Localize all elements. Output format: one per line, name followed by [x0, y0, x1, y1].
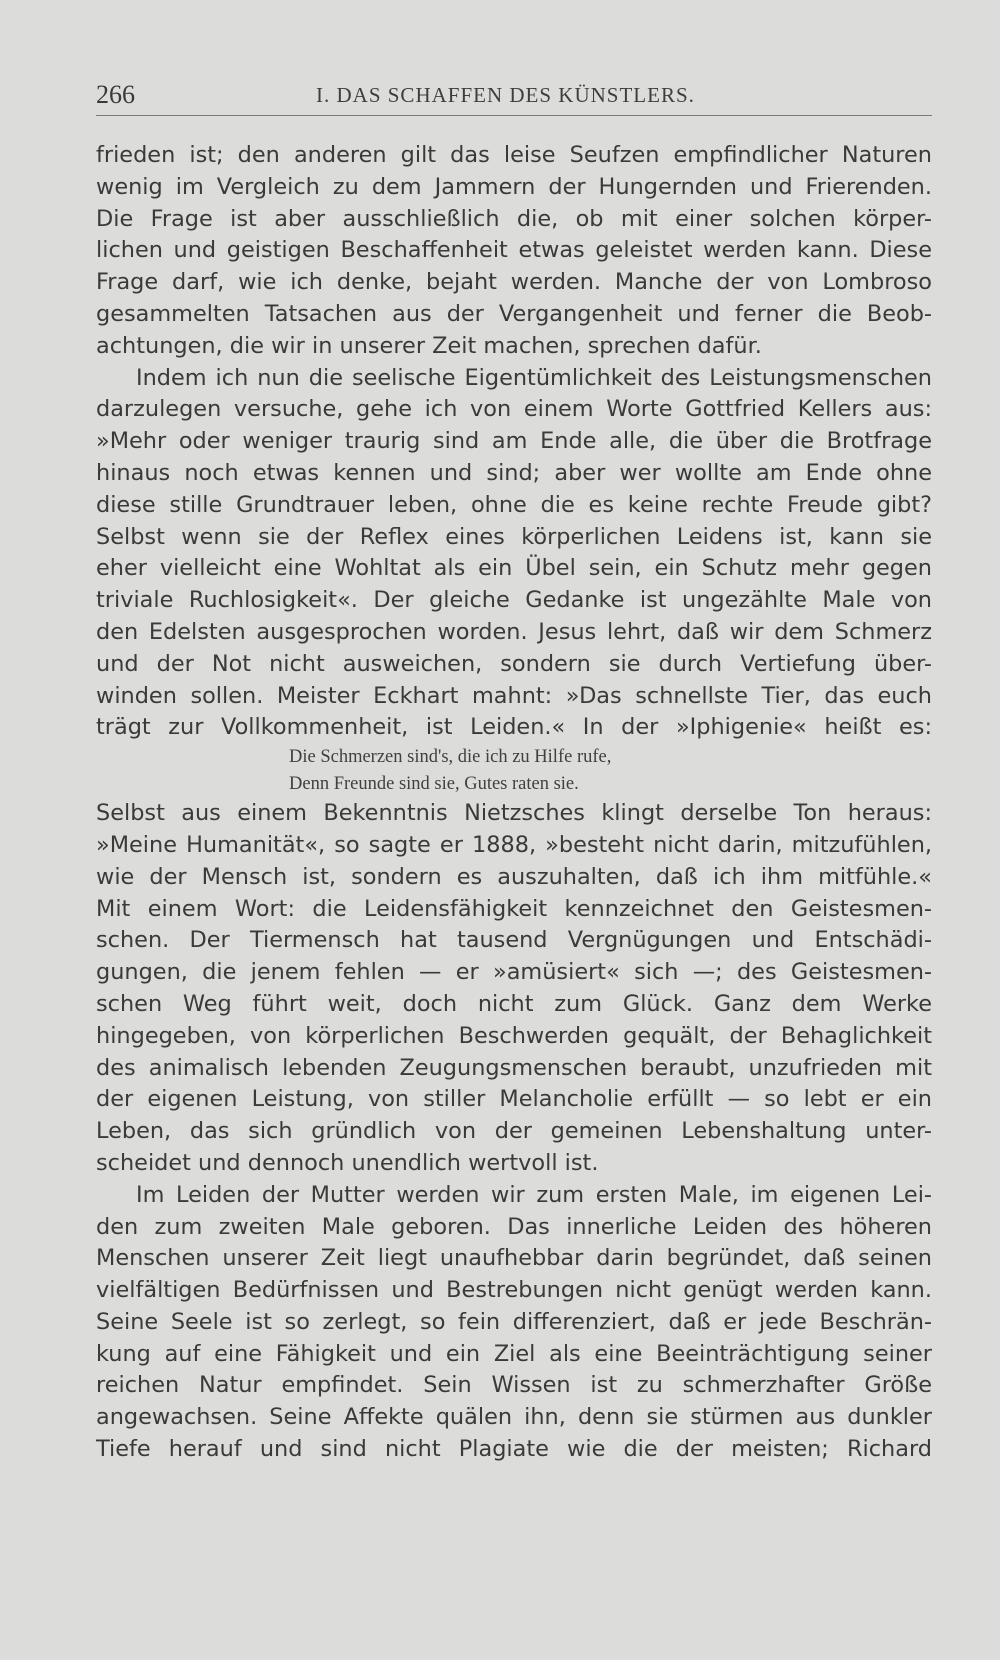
text-line: scheidet und dennoch unendlich wertvoll ist. [96, 1149, 599, 1176]
header-rule [96, 115, 932, 116]
text-line: Indem ich nun die seelische Eigentümlichkeit des Leistungsmenschen [136, 364, 932, 391]
text-line: lichen und geistigen Beschaffenheit etwas geleistet werden kann. Diese [96, 237, 932, 264]
text-line: des animalisch lebenden Zeugungsmenschen beraubt, unzufrieden mit [96, 1054, 932, 1081]
verse-line: Denn Freunde sind sie, Gutes raten sie. [289, 774, 579, 795]
body-text [96, 140, 932, 1466]
text-line: eher vielleicht eine Wohltat als ein Übel sein, ein Schutz mehr gegen [96, 555, 932, 582]
text-line: achtungen, die wir in unserer Zeit machen, sprechen dafür. [96, 332, 762, 359]
text-line: den Edelsten ausgesprochen worden. Jesus lehrt, daß wir dem Schmerz [96, 618, 932, 645]
text-line: schen Weg führt weit, doch nicht zum Glück. Ganz dem Werke [96, 990, 932, 1017]
text-line: der eigenen Leistung, von stiller Melancholie erfüllt — so lebt er ein [96, 1086, 932, 1113]
text-line: Frage darf, wie ich denke, bejaht werden. Manche der von Lombroso [96, 269, 932, 296]
text-line: gesammelten Tatsachen aus der Vergangenheit und ferner die Beob- [96, 300, 932, 327]
text-line: den zum zweiten Male geboren. Das innerliche Leiden des höheren [96, 1213, 932, 1240]
text-line: diese stille Grundtrauer leben, ohne die es keine rechte Freude gibt? [96, 491, 932, 518]
text-line: wenig im Vergleich zu dem Jammern der Hungernden und Frierenden. [96, 173, 932, 200]
text-line: Tiefe herauf und sind nicht Plagiate wie die der meisten; Richard [96, 1436, 932, 1463]
text-line: frieden ist; den anderen gilt das leise Seufzen empfindlicher Naturen [96, 142, 932, 168]
text-line: reichen Natur empfindet. Sein Wissen ist zu schmerzhafter Größe [96, 1372, 932, 1399]
running-title: I. DAS SCHAFFEN DES KÜNSTLERS. [316, 83, 695, 107]
text-line: und der Not nicht ausweichen, sondern sie durch Vertiefung über- [96, 650, 932, 677]
text-line: winden sollen. Meister Eckhart mahnt: »Das schnellste Tier, das euch [96, 682, 932, 709]
text-line: Selbst wenn sie der Reflex eines körperlichen Leidens ist, kann sie [96, 523, 932, 550]
text-line: vielfältigen Bedürfnissen und Bestrebungen nicht genügt werden kann. [96, 1277, 932, 1304]
text-line: kung auf eine Fähigkeit und ein Ziel als eine Beeinträchtigung seiner [96, 1340, 932, 1367]
text-line: Mit einem Wort: die Leidensfähigkeit kennzeichnet den Geistesmen- [96, 895, 932, 922]
text-line: triviale Ruchlosigkeit«. Der gleiche Gedanke ist ungezählte Male von [96, 587, 932, 614]
text-line: Die Frage ist aber ausschließlich die, ob mit einer solchen körper- [96, 205, 932, 232]
text-line: angewachsen. Seine Affekte quälen ihn, denn sie stürmen aus dunkler [96, 1404, 932, 1431]
text-line: Seine Seele ist so zerlegt, so fein differenziert, daß er jede Beschrän- [96, 1308, 932, 1335]
text-line: wie der Mensch ist, sondern es auszuhalten, daß ich ihm mitfühle.« [96, 863, 932, 890]
text-line: hinaus noch etwas kennen und sind; aber wer wollte am Ende ohne [96, 459, 932, 486]
text-line: »Mehr oder weniger traurig sind am Ende alle, die über die Brotfrage [96, 428, 932, 455]
text-line: Leben, das sich gründlich von der gemeinen Lebenshaltung unter- [96, 1118, 932, 1145]
text-line: hingegeben, von körperlichen Beschwerden gequält, der Behaglichkeit [96, 1022, 932, 1049]
text-line: Menschen unserer Zeit liegt unaufhebbar darin begründet, daß seinen [96, 1245, 932, 1272]
text-line: darzulegen versuche, gehe ich von einem Worte Gottfried Kellers aus: [96, 396, 932, 423]
text-line: gungen, die jenem fehlen — er »amüsiert« sich —; des Geistesmen- [96, 959, 932, 986]
text-line: schen. Der Tiermensch hat tausend Vergnügungen und Entschädi- [96, 927, 932, 954]
text-line: Im Leiden der Mutter werden wir zum ersten Male, im eigenen Lei- [136, 1181, 932, 1208]
text-line: »Meine Humanität«, so sagte er 1888, »besteht nicht darin, mitzufühlen, [96, 831, 932, 858]
verse-line: Die Schmerzen sind's, die ich zu Hilfe rufe, [289, 747, 612, 768]
text-line: Selbst aus einem Bekenntnis Nietzsches klingt derselbe Ton heraus: [96, 800, 932, 827]
page-number: 266 [96, 80, 135, 109]
running-header [96, 80, 932, 120]
text-line: trägt zur Vollkommenheit, ist Leiden.« In der »Iphigenie« heißt es: [96, 714, 932, 741]
